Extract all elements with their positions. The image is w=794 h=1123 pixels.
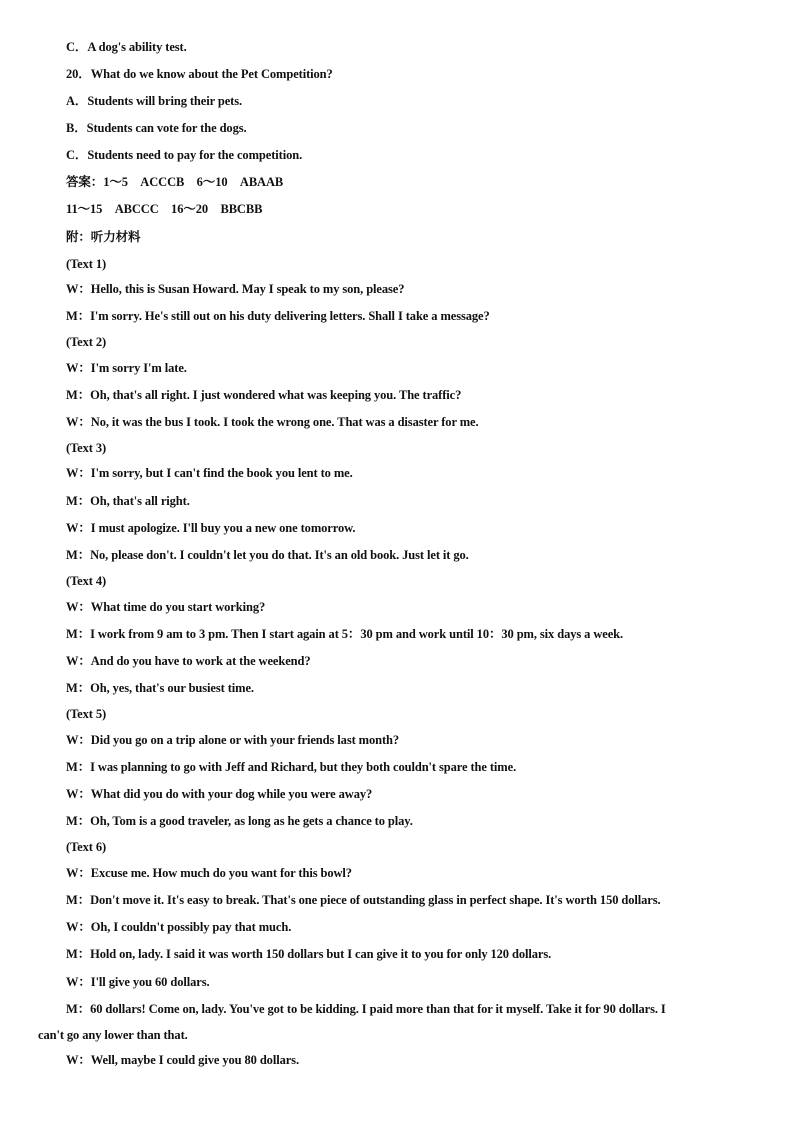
text-1-heading: (Text 1) — [66, 257, 107, 271]
dialogue-line: M：I was planning to go with Jeff and Richard, but they both couldn't spare the time. — [66, 760, 517, 774]
dialogue-line: W：No, it was the bus I took. I took the wrong one. That was a disaster for me. — [66, 415, 479, 429]
dialogue-line: M：Oh, Tom is a good traveler, as long as he gets a chance to play. — [66, 814, 413, 828]
dialogue-line: M：Hold on, lady. I said it was worth 150 dollars but I can give it to you for only 120 dollars. — [66, 947, 552, 961]
dialogue-line-continuation: can't go any lower than that. — [38, 1028, 188, 1042]
dialogue-line: W：I must apologize. I'll buy you a new one tomorrow. — [66, 521, 356, 535]
option-b-vote: B．Students can vote for the dogs. — [66, 121, 247, 135]
dialogue-line: M：Oh, that's all right. I just wondered what was keeping you. The traffic? — [66, 388, 462, 402]
text-3-heading: (Text 3) — [66, 441, 107, 455]
appendix-heading: 附：听力材料 — [66, 230, 141, 244]
option-a-pets: A．Students will bring their pets. — [66, 94, 243, 108]
dialogue-line: W：I'm sorry I'm late. — [66, 361, 187, 375]
dialogue-line: M：No, please don't. I couldn't let you do that. It's an old book. Just let it go. — [66, 548, 469, 562]
dialogue-line: W：Excuse me. How much do you want for this bowl? — [66, 866, 352, 880]
dialogue-line: W：What time do you start working? — [66, 600, 266, 614]
dialogue-line: M：Oh, that's all right. — [66, 494, 190, 508]
question-20: 20．What do we know about the Pet Competition? — [66, 67, 333, 81]
dialogue-line: M：60 dollars! Come on, lady. You've got to be kidding. I paid more than that for it myself. Take it for 90 dollars. I — [66, 1002, 666, 1016]
answer-key-line-2: 11～15 ABCCC 16～20 BBCBB — [66, 202, 263, 216]
dialogue-line: W：And do you have to work at the weekend? — [66, 654, 311, 668]
option-c-dog-ability: C．A dog's ability test. — [66, 40, 187, 54]
dialogue-line: M：Oh, yes, that's our busiest time. — [66, 681, 254, 695]
dialogue-line: W：Well, maybe I could give you 80 dollars. — [66, 1053, 299, 1067]
text-5-heading: (Text 5) — [66, 707, 107, 721]
dialogue-line: M：I'm sorry. He's still out on his duty delivering letters. Shall I take a message? — [66, 309, 490, 323]
dialogue-line: W：What did you do with your dog while you were away? — [66, 787, 373, 801]
dialogue-line: W：Hello, this is Susan Howard. May I speak to my son, please? — [66, 282, 405, 296]
dialogue-line: W：Did you go on a trip alone or with your friends last month? — [66, 733, 400, 747]
text-2-heading: (Text 2) — [66, 335, 107, 349]
option-c-pay: C．Students need to pay for the competition. — [66, 148, 303, 162]
dialogue-line: M：Don't move it. It's easy to break. That's one piece of outstanding glass in perfect shape. It's worth 150 dollars. — [66, 893, 661, 907]
dialogue-line: M：I work from 9 am to 3 pm. Then I start again at 5：30 pm and work until 10：30 pm, six days a week. — [66, 627, 624, 641]
text-4-heading: (Text 4) — [66, 574, 107, 588]
text-6-heading: (Text 6) — [66, 840, 107, 854]
answer-key-line-1: 答案：1～5 ACCCB 6～10 ABAAB — [66, 175, 284, 189]
dialogue-line: W：I'm sorry, but I can't find the book you lent to me. — [66, 466, 353, 480]
dialogue-line: W：Oh, I couldn't possibly pay that much. — [66, 920, 292, 934]
dialogue-line: W：I'll give you 60 dollars. — [66, 975, 210, 989]
